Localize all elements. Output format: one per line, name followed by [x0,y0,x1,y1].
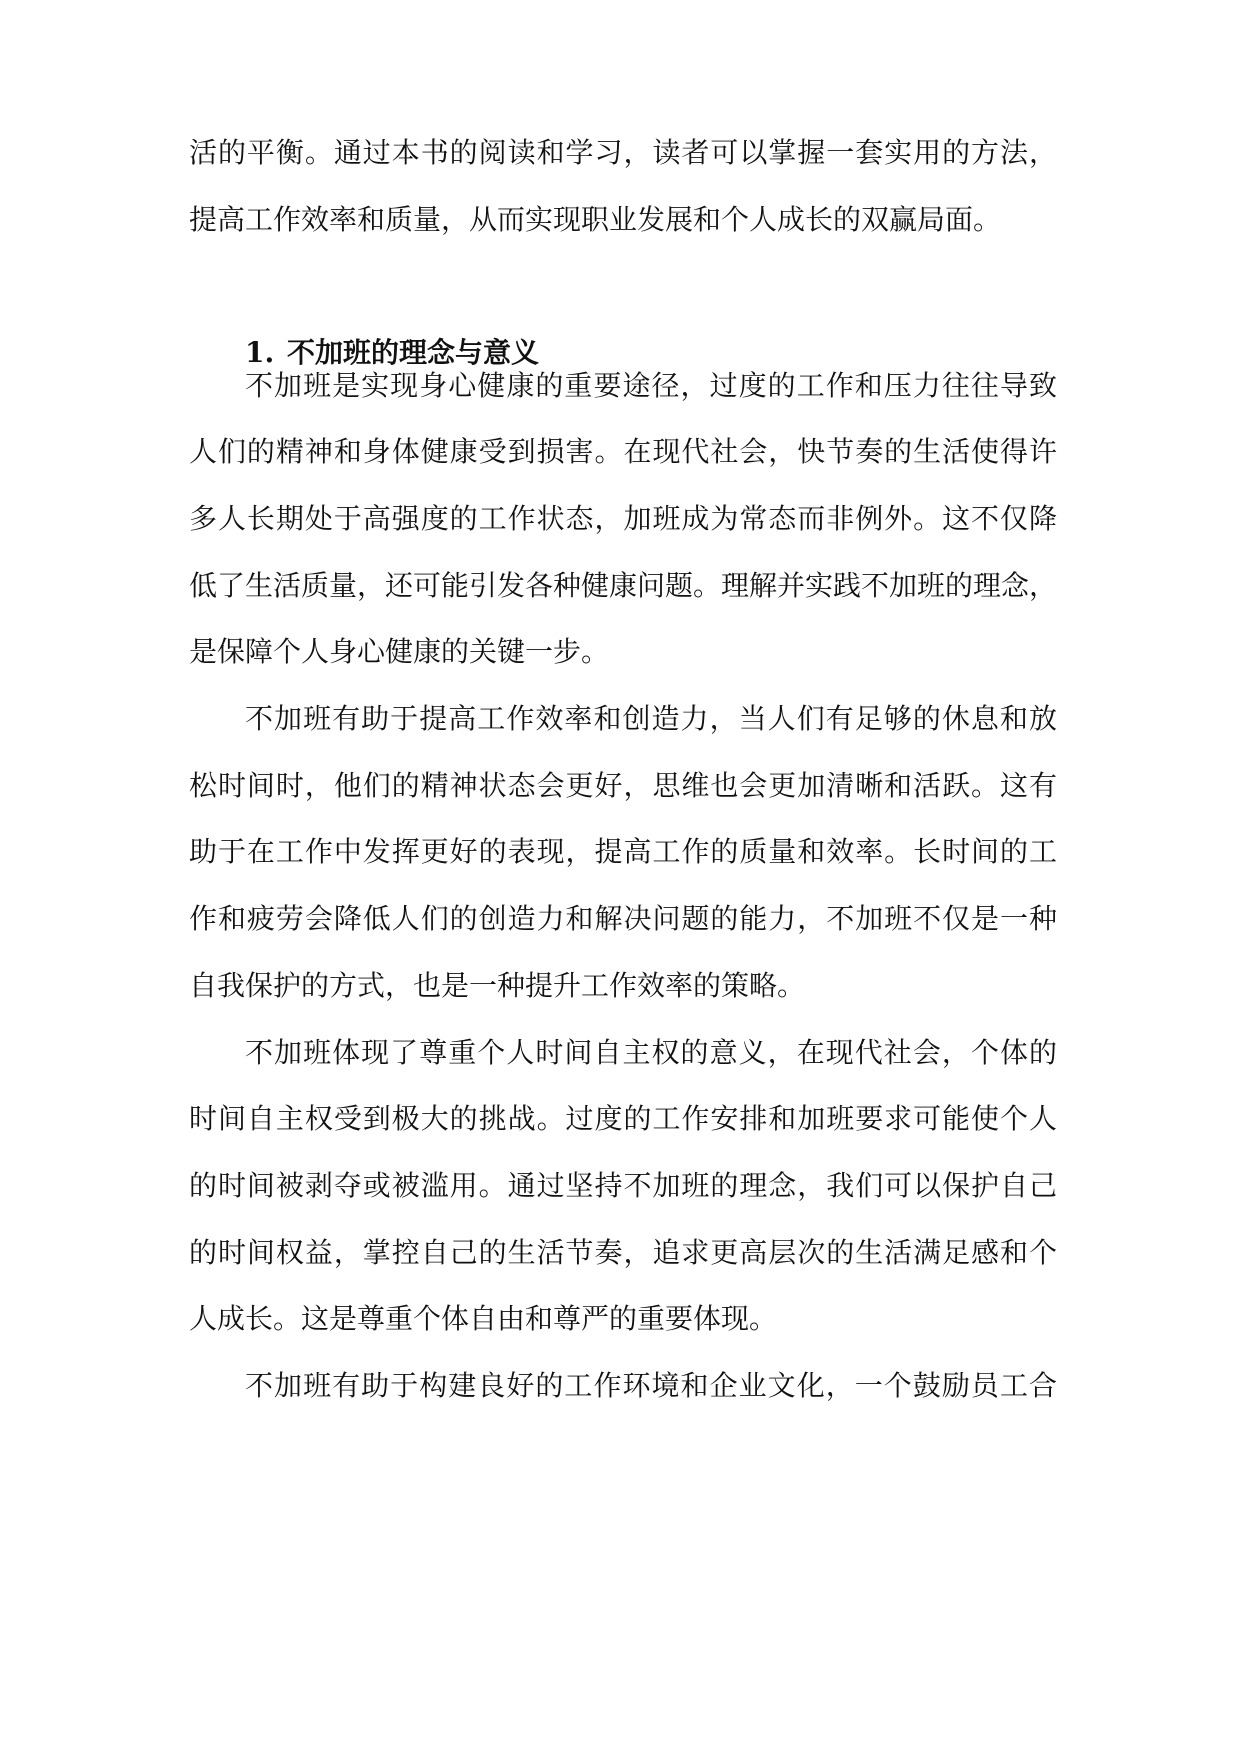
paragraph-line: 多人长期处于高强度的工作状态，加班成为常态而非例外。这不仅降 [189,502,1057,535]
paragraph-line: 的时间被剥夺或被滥用。通过坚持不加班的理念，我们可以保护自己 [189,1169,1057,1202]
paragraph-line: 不加班是实现身心健康的重要途径，过度的工作和压力往往导致 [245,369,1057,402]
paragraph-line: 作和疲劳会降低人们的创造力和解决问题的能力，不加班不仅是一种 [189,902,1057,935]
section-number: 1. [245,336,275,369]
paragraph-line: 低了生活质量，还可能引发各种健康问题。理解并实践不加班的理念， [189,569,1058,602]
paragraph-line: 是保障个人身心健康的关键一步。 [189,635,610,668]
paragraph-line: 人们的精神和身体健康受到损害。在现代社会，快节奏的生活使得许 [189,435,1057,468]
paragraph-line: 时间自主权受到极大的挑战。过度的工作安排和加班要求可能使个人 [189,1102,1057,1135]
paragraph-line: 不加班有助于构建良好的工作环境和企业文化，一个鼓励员工合 [245,1369,1057,1402]
intro-line: 提高工作效率和质量，从而实现职业发展和个人成长的双赢局面。 [189,203,1002,236]
intro-line: 活的平衡。通过本书的阅读和学习，读者可以掌握一套实用的方法， [189,136,1057,169]
paragraph-line: 自我保护的方式，也是一种提升工作效率的策略。 [189,969,806,1002]
paragraph-line: 松时间时，他们的精神状态会更好，思维也会更加清晰和活跃。这有 [189,769,1057,802]
paragraph-line: 不加班体现了尊重个人时间自主权的意义，在现代社会，个体的 [245,1036,1057,1069]
paragraph-line: 不加班有助于提高工作效率和创造力，当人们有足够的休息和放 [245,702,1057,735]
section-title: 不加班的理念与意义 [287,336,540,369]
paragraph-line: 的时间权益，掌控自己的生活节奏，追求更高层次的生活满足感和个 [189,1236,1057,1269]
paragraph-line: 人成长。这是尊重个体自由和尊严的重要体现。 [189,1302,778,1335]
paragraph-line: 助于在工作中发挥更好的表现，提高工作的质量和效率。长时间的工 [189,835,1057,868]
